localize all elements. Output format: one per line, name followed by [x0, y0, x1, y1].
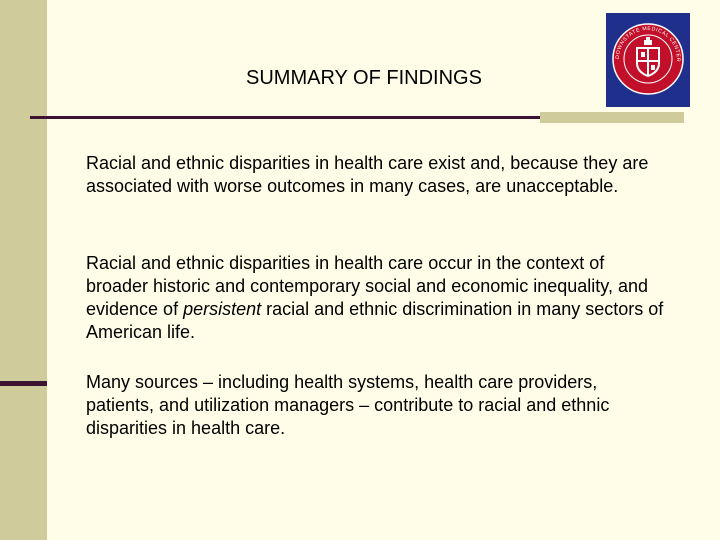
seal-icon — [606, 13, 690, 107]
seal-ring-text: DOWNSTATE MEDICAL CENTER — [614, 25, 682, 63]
finding-2-emphasis: persistent — [183, 299, 262, 319]
finding-1-text: Racial and ethnic disparities in health care exist and, because they are associated with worse outcomes in many cases, are unacceptable. — [86, 153, 649, 196]
finding-2-text-before: Racial and ethnic disparities in health care occur in the context of broader historic and contemporary social and economic inequality, and evidence of — [86, 253, 648, 319]
title-underline-accent — [540, 112, 684, 123]
finding-paragraph-1 — [86, 152, 666, 198]
finding-paragraph-2 — [86, 252, 666, 344]
finding-paragraph-3 — [86, 371, 666, 440]
finding-3-text: Many sources – including health systems, health care providers, patients, and utilization managers – contribute to racial and ethnic disparities in health care. — [86, 372, 610, 438]
university-seal-logo — [606, 13, 690, 107]
finding-2-text-after: racial and ethnic discrimination in many sectors of American life. — [86, 299, 664, 342]
slide-title: SUMMARY OF FINDINGS — [246, 67, 482, 89]
left-band-divider — [0, 381, 47, 386]
title-underline-rule — [30, 116, 542, 119]
left-decorative-band — [0, 0, 47, 540]
